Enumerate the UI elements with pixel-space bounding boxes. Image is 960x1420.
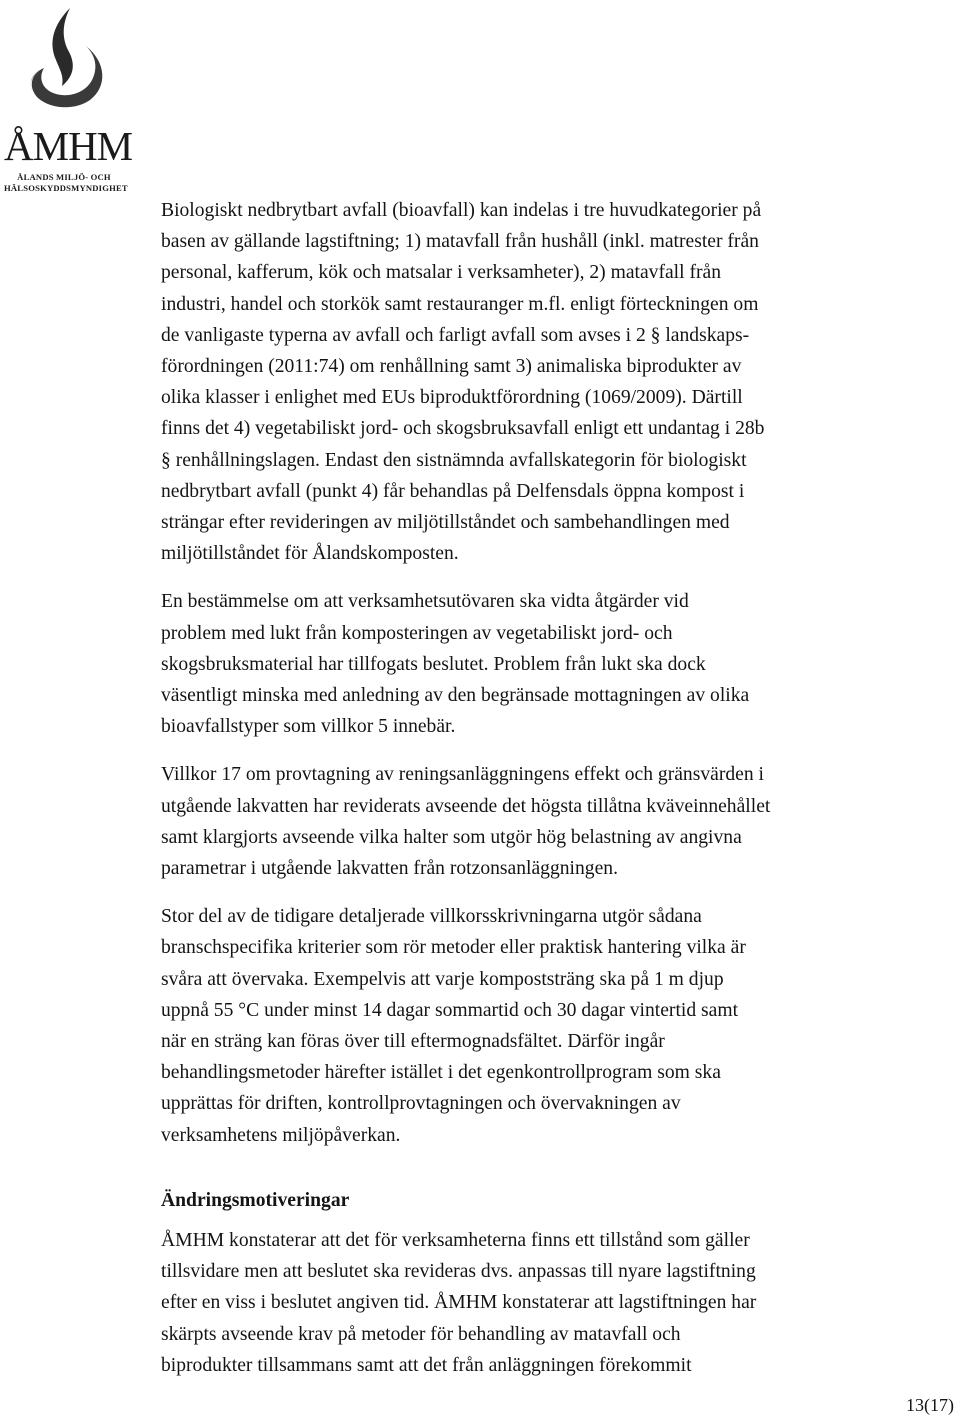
text-line: bioavfallstyper som villkor 5 innebär. [161,716,456,738]
text-line: skärpts avseende krav på metoder för behandling av matavfall och [161,1323,681,1345]
paragraph-villkor-17 [161,759,881,884]
text-line: En bestämmelse om att verksamhetsutövaren ska vidta åtgärder vid [161,591,689,613]
text-line: väsentligt minska med anledning av den begränsade mottagningen av olika [161,685,750,707]
text-line: tillsvidare men att beslutet ska revideras dvs. anpassas till nyare lagstiftning [161,1261,756,1283]
text-line: olika klasser i enlighet med EUs biproduktförordning (1069/2009). Därtill [161,387,743,409]
text-line: industri, handel och storkök samt restauranger m.fl. enligt förteckningen om [161,293,759,315]
text-line: de vanligaste typerna av avfall och farligt avfall som avses i 2 § landskaps- [161,324,750,346]
text-line: Biologiskt nedbrytbart avfall (bioavfall) kan indelas i tre huvudkategorier på [161,200,762,221]
flame-swirl-icon [4,2,124,127]
text-line: Stor del av de tidigare detaljerade villkorsskrivningarna utgör sådana [161,906,702,928]
text-line: basen av gällande lagstiftning; 1) matavfall från hushåll (inkl. matrester från [161,231,759,253]
text-line: personal, kafferum, kök och matsalar i verksamheter), 2) matavfall från [161,262,722,284]
text-line: nedbrytbart avfall (punkt 4) får behandlas på Delfensdals öppna kompost i [161,480,745,502]
text-line: behandlingsmetoder härefter istället i det egenkontrollprogram som ska [161,1062,721,1084]
logo-subtitle-line2: HÄLSOSKYDDSMYNDIGHET [4,183,128,193]
logo-subtitle-line1: ÅLANDS MILJÖ- OCH [17,172,111,182]
text-line: när en sträng kan föras över till eftermognadsfältet. Därför ingår [161,1031,665,1053]
ahm-logo [4,2,133,193]
text-line: biprodukter tillsammans samt att det från anläggningen förekommit [161,1354,692,1376]
text-line: samt klargjorts avseende vilka halter som utgör hög belastning av angivna [161,826,742,848]
text-line: parametrar i utgående lakvatten från rotzonsanläggningen. [161,858,618,880]
text-line: branschspecifika kriterier som rör metoder eller praktisk hantering vilka är [161,937,746,959]
text-line: miljötillståndet för Ålandskomposten. [161,543,459,565]
text-line: § renhållningslagen. Endast den sistnämnda avfallskategorin för biologiskt [161,449,747,471]
section-heading: Ändringsmotiveringar [161,1189,350,1211]
page-number: 13(17) [906,1395,954,1415]
text-line: Villkor 17 om provtagning av reningsanläggningens effekt och gränsvärden i [161,764,764,786]
text-line: ÅMHM konstaterar att det för verksamheterna finns ett tillstånd som gäller [161,1229,750,1251]
text-line: svåra att övervaka. Exempelvis att varje kompoststräng ska på 1 m djup [161,968,724,990]
text-line: problem med lukt från komposteringen av vegetabiliskt jord- och [161,622,673,644]
paragraph-bioavfall [161,195,881,569]
document-body [161,195,881,1398]
paragraph-villkorsskrivningar [161,901,881,1151]
paragraph-lukt [161,586,881,742]
text-line: förordningen (2011:74) om renhållning samt 3) animaliska biprodukter av [161,356,742,378]
text-line: strängar efter revideringen av miljötillståndet och sambehandlingen med [161,512,730,534]
text-line: finns det 4) vegetabiliskt jord- och skogsbruksavfall enligt ett undantag i 28b [161,418,765,440]
text-line: uppnå 55 °C under minst 14 dagar sommartid och 30 dagar vintertid samt [161,999,739,1021]
text-line: utgående lakvatten har reviderats avseende det högsta tillåtna kväveinnehållet [161,795,771,817]
paragraph-andringsmotiveringar [161,1225,881,1381]
text-line: skogsbruksmaterial har tillfogats beslutet. Problem från lukt ska dock [161,653,706,675]
text-line: upprättas för driften, kontrollprovtagningen och övervakningen av [161,1093,681,1115]
text-line: verksamhetens miljöpåverkan. [161,1124,401,1146]
text-line: efter en viss i beslutet angiven tid. ÅMHM konstaterar att lagstiftningen har [161,1292,757,1314]
logo-title: ÅMHM [4,123,133,169]
